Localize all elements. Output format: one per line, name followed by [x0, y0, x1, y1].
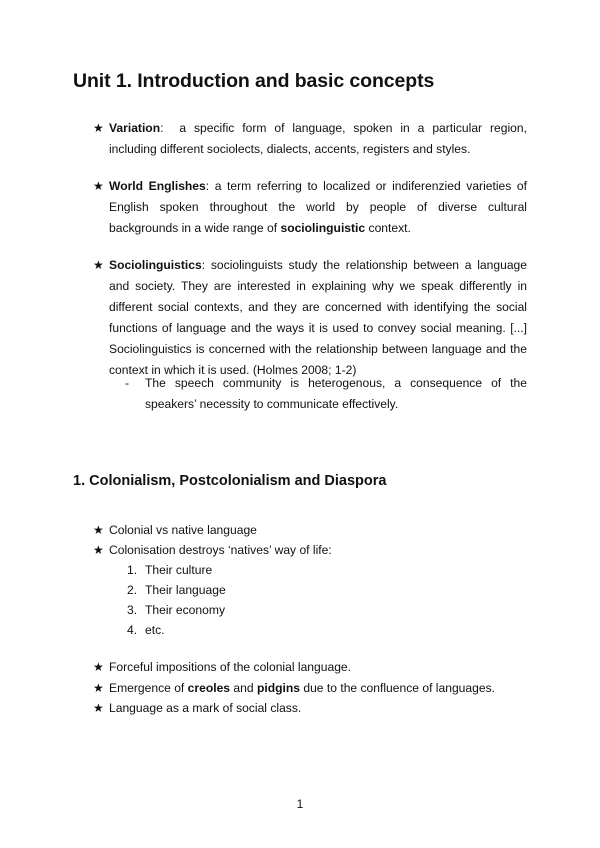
dash-bullet: -	[125, 376, 130, 390]
definition-variation: ★ Variation: a specific form of language, spoken in a particular region, including different sociolects, dialects, accents, registers and styles.	[93, 118, 527, 160]
list-item: ★ Forceful impositions of the colonial language.	[93, 657, 533, 677]
star-bullet-icon: ★	[93, 258, 104, 272]
numbered-item: 3. Their economy	[127, 603, 225, 617]
bold-sociolinguistic: sociolinguistic	[280, 221, 366, 235]
star-bullet-icon: ★	[93, 523, 104, 537]
term-sociolinguistics: Sociolinguistics	[109, 258, 202, 272]
star-bullet-icon: ★	[93, 543, 104, 557]
star-bullet-icon: ★	[93, 701, 104, 715]
definition-text: a specific form of language, spoken in a particular region, including different sociolects, dialects, accents, registers and styles.	[109, 121, 527, 156]
list-item: ★ Colonisation destroys ‘natives’ way of life:	[93, 540, 533, 560]
numbered-item: 1. Their culture	[127, 563, 213, 577]
numbered-item: 4. etc.	[127, 623, 165, 637]
list-item: ★ Colonial vs native language	[93, 520, 533, 540]
section-heading: 1. Colonialism, Postcolonialism and Diaspora	[73, 473, 387, 489]
sub-point-speech-community: - The speech community is heterogenous, a consequence of the speakers’ necessity to communicate effectively.	[125, 373, 527, 415]
bold-pidgins: pidgins	[256, 681, 300, 695]
list-item: ★ Emergence of creoles and pidgins due to the confluence of languages.	[93, 678, 533, 698]
bold-creoles: creoles	[187, 681, 231, 695]
star-bullet-icon: ★	[93, 681, 104, 695]
definition-sociolinguistics: ★ Sociolinguistics: sociolinguists study the relationship between a language and society. They are interested in explaining why we speak differently in different social contexts, and they are concerned with identifying the social functions of language and the ways it is used to convey social meaning. [...] Sociolinguistics is concerned with the relationship between language and the context in which it is used. (Holmes 2008; 1-2)	[93, 255, 527, 381]
star-bullet-icon: ★	[93, 179, 104, 193]
term-variation: Variation	[109, 121, 161, 135]
definition-world-englishes: ★ World Englishes: a term referring to localized or indiferenzied varieties of English spoken throughout the world by people of diverse cultural backgrounds in a wide range of sociolinguistic context.	[93, 176, 527, 239]
term-world-englishes: World Englishes	[109, 179, 206, 193]
definition-text: sociolinguists study the relationship between a language and society. They are interested in explaining why we speak differently in different social contexts, and they are concerned with identifying the social functions of language and the ways it is used to convey social meaning. [...] Sociolinguistics is concerned with the relationship between language and the context in which it is used. (Holmes 2008; 1-2)	[109, 258, 527, 377]
numbered-item: 2. Their language	[127, 583, 226, 597]
star-bullet-icon: ★	[93, 121, 104, 135]
star-bullet-icon: ★	[93, 660, 104, 674]
list-item: ★ Language as a mark of social class.	[93, 698, 533, 718]
page-title: Unit 1. Introduction and basic concepts	[73, 70, 435, 92]
page-number: 1	[296, 797, 304, 811]
definition-text: a term referring to localized or indiferenzied varieties of English spoken throughout the world by people of diverse cultural backgrounds in a wide range of	[109, 179, 527, 235]
